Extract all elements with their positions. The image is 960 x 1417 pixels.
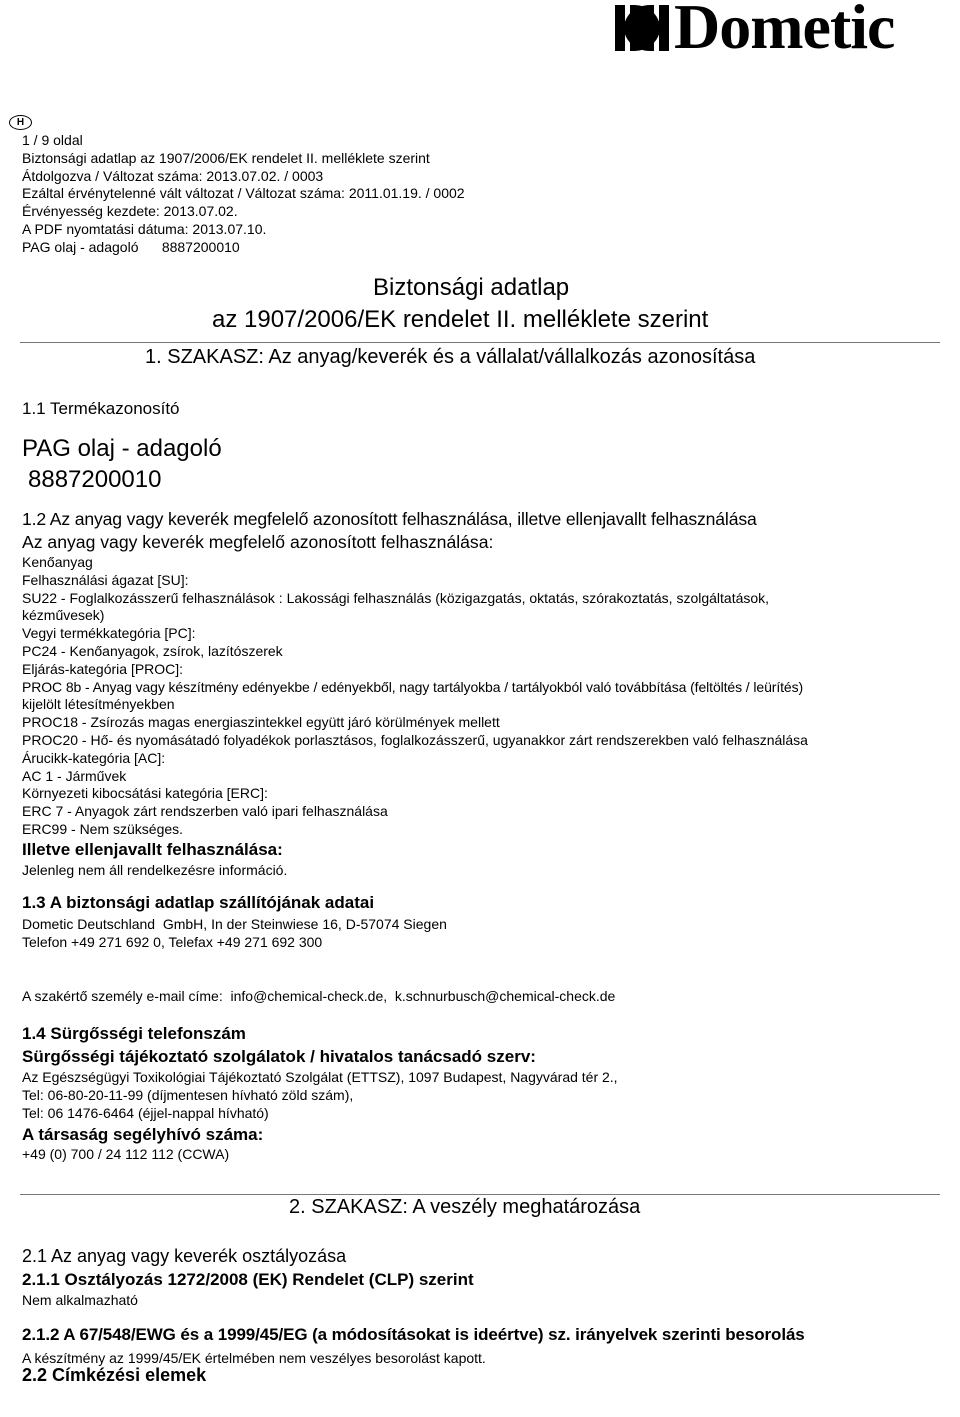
emergency-line: Tel: 06-80-20-11-99 (díjmentesen hívható zöld szám), xyxy=(22,1086,354,1103)
section2-2-title: 2.2 Címkézési elemek xyxy=(22,1365,207,1385)
header-valid-from: Érvényesség kezdete: 2013.07.02. xyxy=(22,203,238,220)
document-header xyxy=(22,132,465,257)
dometic-logo xyxy=(614,0,954,62)
use-line: SU22 - Foglalkozásszerű felhasználások : Lakossági felhasználás (közigazgatás, oktatás, szórakoztatás, szolgáltatások, xyxy=(22,589,770,606)
section1-divider xyxy=(20,342,940,343)
header-regulation: Biztonsági adatlap az 1907/2006/EK rendelet II. melléklete szerint xyxy=(22,149,430,166)
supplier-details xyxy=(22,916,447,952)
product-code: 8887200010 xyxy=(28,466,162,493)
section1-2-title: 1.2 Az anyag vagy keverék megfelelő azonosított felhasználása, illetve ellenjavallt felhasználása xyxy=(22,509,757,529)
use-line: kézművesek) xyxy=(22,607,105,624)
country-badge xyxy=(9,115,32,130)
section1-4-title: 1.4 Sürgősségi telefonszám xyxy=(22,1024,246,1043)
use-line: AC 1 - Járművek xyxy=(22,767,127,784)
emergency-line: Tel: 06 1476-6464 (éjjel-nappal hívható) xyxy=(22,1104,269,1121)
document-title-line2: az 1907/2006/EK rendelet II. melléklete szerint xyxy=(212,306,709,333)
section2-1-1-title: 2.1.1 Osztályozás 1272/2008 (EK) Rendelet (CLP) szerint xyxy=(22,1270,474,1289)
use-line: ERC99 - Nem szükséges. xyxy=(22,820,184,837)
emergency-line: Az Egészségügyi Toxikológiai Tájékoztató Szolgálat (ETTSZ), 1097 Budapest, Nagyvárad tér 2., xyxy=(22,1069,618,1085)
use-line: kijelölt létesítményekben xyxy=(22,696,175,713)
supplier-address: Dometic Deutschland GmbH, In der Steinwiese 16, D-57074 Siegen xyxy=(22,916,447,932)
logo-wordmark: Dometic xyxy=(674,0,895,62)
identified-uses-list xyxy=(22,554,808,839)
use-line: PROC20 - Hő- és nyomásátadó folyadékok porlasztásos, foglalkozásszerű, ugyanakkor zárt rendszerekben való felhasználása xyxy=(22,731,808,748)
section2-divider xyxy=(20,1194,940,1195)
header-page-number: 1 / 9 oldal xyxy=(22,132,83,148)
company-emergency-phone: +49 (0) 700 / 24 112 112 (CCWA) xyxy=(22,1146,230,1162)
section2-title: 2. SZAKASZ: A veszély meghatározása xyxy=(289,1196,641,1218)
section1-3-title: 1.3 A biztonsági adatlap szállítójának adatai xyxy=(22,893,375,912)
header-product: PAG olaj - adagoló 8887200010 xyxy=(22,238,240,255)
expert-email: A szakértő személy e-mail címe: info@chemical-check.de, k.schnurbusch@chemical-check.de xyxy=(22,988,616,1004)
use-line: ERC 7 - Anyagok zárt rendszerben való ipari felhasználása xyxy=(22,803,388,820)
contraindicated-title: Illetve ellenjavallt felhasználása: xyxy=(22,840,283,859)
document-title-line1: Biztonsági adatlap xyxy=(373,274,570,301)
section1-2-subtitle: Az anyag vagy keverék megfelelő azonosított felhasználása: xyxy=(22,532,494,552)
use-line: Eljárás-kategória [PROC]: xyxy=(22,660,184,677)
use-line: PROC 8b - Anyag vagy készítmény edényekbe / edényekből, nagy tartályokba / tartályokból való továbbítása (feltöltés / leürítés) xyxy=(22,678,804,695)
header-superseded: Ezáltal érvénytelenné vált változat / Változat száma: 2011.01.19. / 0002 xyxy=(22,185,465,202)
section2-1-2-title: 2.1.2 A 67/548/EWG és a 1999/45/EG (a módosításokat is ideértve) sz. irányelvek szerinti besorolás xyxy=(22,1325,805,1344)
section2-1-2-text: A készítmény az 1999/45/EK értelmében nem veszélyes besorolást kapott. xyxy=(22,1350,486,1366)
use-line: PC24 - Kenőanyagok, zsírok, lazítószerek xyxy=(22,642,283,659)
section1-4-subtitle: Sürgősségi tájékoztató szolgálatok / hivatalos tanácsadó szerv: xyxy=(22,1047,536,1066)
section1-title: 1. SZAKASZ: Az anyag/keverék és a vállalat/vállalkozás azonosítása xyxy=(145,346,756,368)
section1-1-label: 1.1 Termékazonosító xyxy=(22,399,180,418)
section2-1-1-text: Nem alkalmazható xyxy=(22,1292,138,1308)
section2-1-title: 2.1 Az anyag vagy keverék osztályozása xyxy=(22,1246,347,1266)
use-line: Vegyi termékkategória [PC]: xyxy=(22,625,196,642)
header-print-date: A PDF nyomtatási dátuma: 2013.07.10. xyxy=(22,220,267,237)
emergency-contacts xyxy=(22,1069,618,1122)
use-line: Felhasználási ágazat [SU]: xyxy=(22,571,189,588)
use-line: Környezeti kibocsátási kategória [ERC]: xyxy=(22,785,268,802)
dometic-logo-mark xyxy=(614,2,670,56)
supplier-phone: Telefon +49 271 692 0, Telefax +49 271 692 300 xyxy=(22,933,323,950)
country-code: H xyxy=(16,117,25,128)
use-line: PROC18 - Zsírozás magas energiaszintekkel együtt járó körülmények mellett xyxy=(22,714,500,731)
use-line: Kenőanyag xyxy=(22,554,93,570)
company-emergency-title: A társaság segélyhívó száma: xyxy=(22,1125,264,1144)
header-revision: Átdolgozva / Változat száma: 2013.07.02. / 0003 xyxy=(22,167,324,184)
contraindicated-text: Jelenleg nem áll rendelkezésre információ. xyxy=(22,862,288,878)
product-name: PAG olaj - adagoló xyxy=(22,435,222,462)
use-line: Árucikk-kategória [AC]: xyxy=(22,749,166,766)
